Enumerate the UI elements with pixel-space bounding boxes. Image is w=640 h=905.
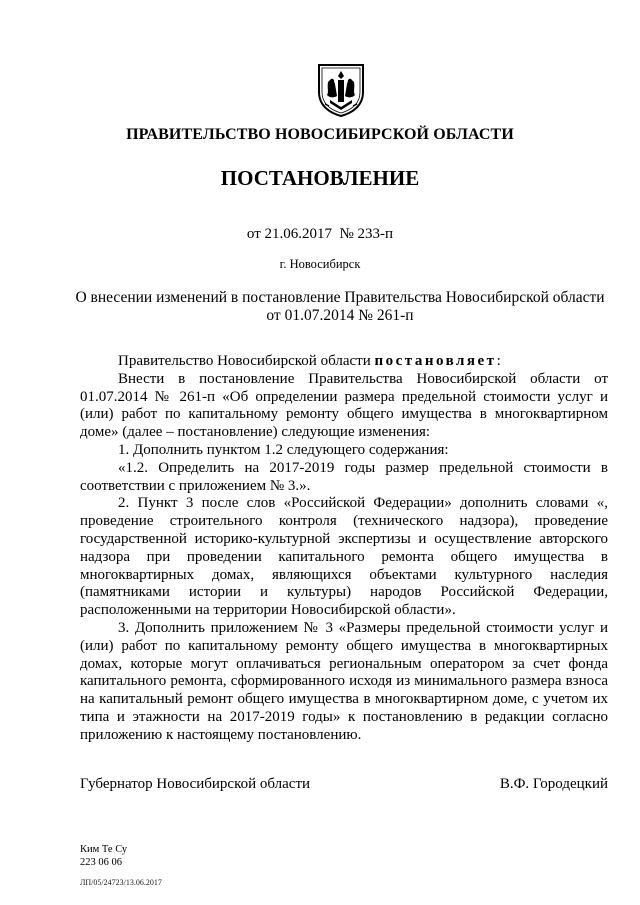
paragraph-3: «1.2. Определить на 2017-2019 годы размер предельной стоимости в соответствии с приложением № 3.».: [80, 459, 608, 494]
organization-title: ПРАВИТЕЛЬСТВО НОВОСИБИРСКОЙ ОБЛАСТИ: [126, 126, 514, 143]
intro-verb: постановляет: [374, 353, 497, 369]
paragraph-2: 1. Дополнить пунктом 1.2 следующего содержания:: [118, 441, 449, 458]
city-label: г. Новосибирск: [279, 257, 361, 271]
date-prefix: от: [246, 226, 261, 242]
paragraph-5: 3. Дополнить приложением № 3 «Размеры предельной стоимости услуг и (или) работ по капитальному ремонту общего имущества в многоквартирных домах, которые могут оплачиваться региональным оператором за счет фонда капитального ремонта, сформированного исходя из минимального размера взноса на капитальный ремонт общего имущества в многоквартирном доме, с учетом их типа и этажности на 2017-2019 годы» к постановлению в редакции согласно приложению к настоящему постановлению.: [80, 619, 608, 743]
executor-block: [80, 843, 127, 869]
signatory-name: В.Ф. Городецкий: [499, 776, 608, 792]
document-subject: [60, 289, 620, 325]
registration-mark: ЛП/05/24723/13.06.2017: [80, 878, 162, 887]
executor-name: Ким Те Су: [80, 844, 128, 855]
document-body: [80, 353, 608, 745]
document-date: 21.06.2017: [264, 226, 332, 242]
paragraph-4: 2. Пункт 3 после слов «Российской Федерации» дополнить словами «, проведение строительного контроля (технического надзора), проведение государственной историко-культурной экспертизы и осуществление авторского надзора при проведении капитального ремонта общего имущества в многоквартирных домах, являющихся объектами культурного наследия (памятниками истории и культуры) народов Российской Федерации, расположенными на территории Новосибирской области».: [80, 495, 608, 619]
intro-end: :: [496, 353, 501, 369]
document-number: № 233-п: [339, 226, 394, 242]
document-date-number: [0, 226, 640, 243]
subject-line-2: от 01.07.2014 № 261-п: [266, 307, 414, 324]
document-kind-title: ПОСТАНОВЛЕНИЕ: [220, 166, 420, 190]
subject-line-1: О внесении изменений в постановление Правительства Новосибирской области: [75, 289, 605, 306]
intro-text: Правительство Новосибирской области: [118, 353, 371, 369]
executor-phone: 223 06 06: [80, 857, 122, 868]
paragraph-1: Внести в постановление Правительства Новосибирской области от 01.07.2014 № 261-п «Об определении размера предельной стоимости услуг и (или) работ по капитальному ремонту общего имущества в многоквартирном доме» (далее – постановление) следующие изменения:: [80, 370, 608, 441]
coat-of-arms-icon: [316, 62, 366, 118]
intro-paragraph: [80, 353, 608, 371]
signatory-role: Губернатор Новосибирской области: [80, 776, 311, 792]
